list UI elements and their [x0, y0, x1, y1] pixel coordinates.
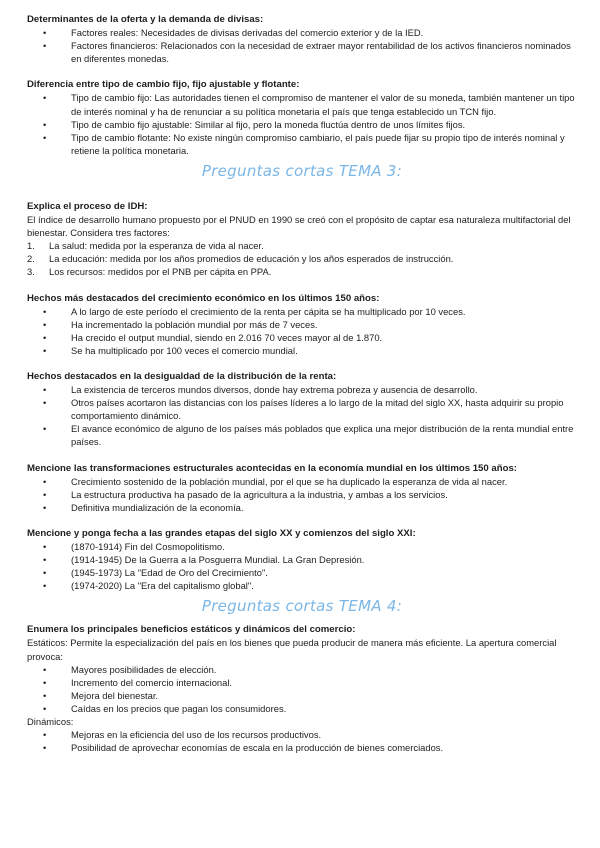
list-item: • La existencia de terceros mundos diversos, donde hay extrema pobreza y ausencia de desarrollo.	[27, 383, 577, 396]
idh-list	[27, 239, 577, 278]
divisas-list	[27, 26, 577, 65]
item-number: 3.	[27, 266, 35, 278]
list-item: • Otros países acortaron las distancias con los países líderes a lo largo de la mitad del siglo XX, hasta adquirir su propio comportamiento dinámico.	[27, 396, 577, 422]
item-text: Los recursos: medidos por el PNB per cápita en PPA.	[49, 266, 272, 278]
list-item: • (1974-2020) La "Era del capitalismo global".	[27, 579, 577, 592]
list-item: • Tipo de cambio flotante: No existe ningún compromiso cambiario, el país puede fijar su propio tipo de interés nominal y retiene la política monetaria.	[27, 131, 577, 157]
crecimiento-title: Hechos más destacados del crecimiento económico en los últimos 150 años:	[27, 292, 380, 304]
list-item: • (1945-1973) La "Edad de Oro del Crecimiento".	[27, 566, 577, 579]
etapas-list	[27, 540, 577, 592]
document-page	[27, 13, 577, 754]
list-item: • Definitiva mundialización de la economía.	[27, 501, 577, 514]
comercio-title: Enumera los principales beneficios estáticos y dinámicos del comercio:	[27, 624, 356, 636]
tipo-cambio-list	[27, 91, 577, 156]
list-item: • Posibilidad de aprovechar economías de escala en la producción de bienes comerciados.	[27, 741, 577, 754]
desigualdad-list	[27, 383, 577, 448]
list-item: • Tipo de cambio fijo: Las autoridades tienen el compromiso de mantener el valor de su moneda, también mantener un tipo de interés nominal y ha de renunciar a su política monetaria el país que tenga establecido un TCN fijo.	[27, 91, 577, 117]
list-item	[27, 265, 577, 278]
idh-intro: El índice de desarrollo humano propuesto por el PNUD en 1990 se creó con el propósito de captar esa naturaleza multifactorial del bienestar. Considera tres factores:	[27, 214, 571, 239]
list-item: • Factores financieros: Relacionados con la necesidad de extraer mayor rentabilidad de los activos financieros nominados en diferentes monedas.	[27, 39, 577, 65]
dinamicos-list	[27, 728, 577, 754]
list-item: • Ha crecido el output mundial, siendo en 2.016 70 veces mayor al de 1.870.	[27, 331, 577, 344]
item-text: La salud: medida por la esperanza de vida al nacer.	[49, 240, 264, 252]
list-item: • Se ha multiplicado por 100 veces el comercio mundial.	[27, 344, 577, 357]
tema3-heading: Preguntas cortas TEMA 3:	[201, 161, 403, 180]
transformaciones-list	[27, 475, 577, 514]
tema4-heading: Preguntas cortas TEMA 4:	[201, 597, 403, 616]
item-text: La educación: medida por los años promedios de educación y los años esperados de instrucción.	[49, 253, 454, 265]
list-item: • A lo largo de este período el crecimiento de la renta per cápita se ha multiplicado por 10 veces.	[27, 305, 577, 318]
list-item: • Incremento del comercio internacional.	[27, 676, 577, 689]
item-number: 2.	[27, 253, 35, 265]
estaticos-intro: Estáticos: Permite la especialización del país en los bienes que pueda producir de manera más eficiente. La apertura comercial provoca:	[27, 637, 557, 662]
list-item	[27, 252, 577, 265]
tipo-cambio-title: Diferencia entre tipo de cambio fijo, fijo ajustable y flotante:	[27, 79, 300, 91]
item-number: 1.	[27, 240, 35, 252]
transformaciones-title: Mencione las transformaciones estructurales acontecidas en la economía mundial en los últimos 150 años:	[27, 462, 517, 474]
crecimiento-list	[27, 305, 577, 357]
list-item: • El avance económico de alguno de los países más poblados que explica una mejor distribución de la renta mundial entre países.	[27, 422, 577, 448]
list-item: • Caídas en los precios que pagan los consumidores.	[27, 702, 577, 715]
etapas-title: Mencione y ponga fecha a las grandes etapas del siglo XX y comienzos del siglo XXI:	[27, 527, 416, 539]
list-item: • Mayores posibilidades de elección.	[27, 663, 577, 676]
list-item: • La estructura productiva ha pasado de la agricultura a la industria, y ambas a los servicios.	[27, 488, 577, 501]
list-item	[27, 239, 577, 252]
dinamicos-intro: Dinámicos:	[27, 716, 74, 728]
list-item: • Crecimiento sostenido de la población mundial, por el que se ha duplicado la esperanza de vida al nacer.	[27, 475, 577, 488]
list-item: • Tipo de cambio fijo ajustable: Similar al fijo, pero la moneda fluctúa dentro de unos límites fijos.	[27, 118, 577, 131]
desigualdad-title: Hechos destacados en la desigualdad de la distribución de la renta:	[27, 370, 337, 382]
list-item: • Ha incrementado la población mundial por más de 7 veces.	[27, 318, 577, 331]
list-item: • (1914-1945) De la Guerra a la Posguerra Mundial. La Gran Depresión.	[27, 553, 577, 566]
divisas-title: Determinantes de la oferta y la demanda de divisas:	[27, 14, 264, 25]
estaticos-list	[27, 663, 577, 715]
list-item: • Mejora del bienestar.	[27, 689, 577, 702]
list-item: • (1870-1914) Fin del Cosmopolitismo.	[27, 540, 577, 553]
idh-title: Explica el proceso de IDH:	[27, 200, 148, 212]
list-item: • Factores reales: Necesidades de divisas derivadas del comercio exterior y de la IED.	[27, 26, 577, 39]
list-item: • Mejoras en la eficiencia del uso de los recursos productivos.	[27, 728, 577, 741]
